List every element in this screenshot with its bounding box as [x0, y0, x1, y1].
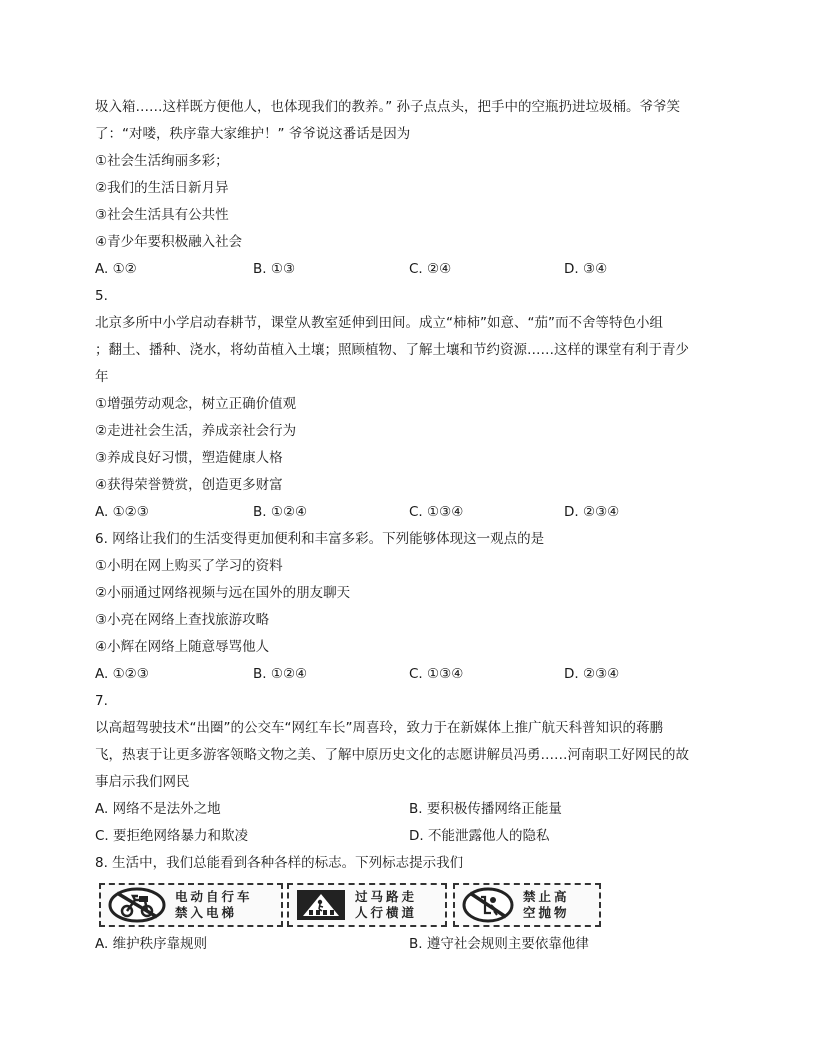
q4-options — [95, 256, 735, 283]
q7-option-b[interactable]: B. 要积极传播网络正能量 — [409, 801, 562, 817]
q5-option-a[interactable]: A. ①②③ — [95, 504, 149, 520]
q6-option-b[interactable]: B. ①②④ — [253, 666, 308, 682]
q7-option-a[interactable]: A. 网络不是法外之地 — [95, 801, 221, 817]
q6-option-a[interactable]: A. ①②③ — [95, 666, 149, 682]
q5-item-2: ②走进社会生活，养成亲社会行为 — [95, 423, 297, 439]
exam-page — [95, 94, 735, 958]
q7-stem-line-1: 以高超驾驶技术“出圈”的公交车“网红车长”周喜玲，致力于在新媒体上推广航天科普知识的蒋鹏 — [95, 720, 663, 736]
q7-option-d[interactable]: D. 不能泄露他人的隐私 — [409, 828, 550, 844]
q7-number: 7. — [95, 693, 108, 709]
q7-options-row-2 — [95, 823, 735, 850]
q5-stem-line-1: 北京多所中小学启动春耕节，课堂从教室延伸到田间。成立“柿柿”如意、“茄”而不舍等特色小组 — [95, 315, 663, 331]
sign-3-line-1: 禁止高 — [523, 889, 570, 904]
q4-item-3: ③社会生活具有公共性 — [95, 207, 229, 223]
q4-option-a[interactable]: A. ①② — [95, 261, 137, 277]
q4-option-b[interactable]: B. ①③ — [253, 261, 296, 277]
q5-stem-line-2: ；翻土、播种、浇水，将幼苗植入土壤；照顾植物、了解土壤和节约资源……这样的课堂有利于青少 — [95, 342, 689, 358]
q6-item-1: ①小明在网上购买了学习的资料 — [95, 558, 283, 574]
q5-stem-line-3: 年 — [95, 369, 109, 385]
q4-item-1: ①社会生活绚丽多彩； — [95, 153, 229, 169]
sign-1-line-2: 禁入电梯 — [175, 905, 238, 920]
q5-item-3: ③养成良好习惯，塑造健康人格 — [95, 450, 283, 466]
sign-no-ebike — [99, 883, 283, 927]
q6-item-2: ②小丽通过网络视频与远在国外的朋友聊天 — [95, 585, 351, 601]
q6-options — [95, 661, 735, 688]
no-throwing-icon — [461, 887, 515, 923]
q4-item-4: ④青少年要积极融入社会 — [95, 234, 243, 250]
crosswalk-icon — [295, 888, 347, 922]
no-ebike-icon — [107, 887, 167, 923]
q7-stem-line-2: 飞，热衷于让更多游客领略文物之美、了解中原历史文化的志愿讲解员冯勇……河南职工好网民的故 — [95, 747, 689, 763]
q7-option-c[interactable]: C. 要拒绝网络暴力和欺凌 — [95, 828, 249, 844]
q4-stem-line-1: 圾入箱……这样既方便他人，也体现我们的教养。” 孙子点点头，把手中的空瓶扔进垃圾桶。爷爷笑 — [95, 99, 681, 115]
q5-options — [95, 499, 735, 526]
q5-number: 5. — [95, 288, 108, 304]
q5-item-4: ④获得荣誉赞赏，创造更多财富 — [95, 477, 283, 493]
q8-option-a[interactable]: A. 维护秩序靠规则 — [95, 936, 208, 952]
q5-option-c[interactable]: C. ①③④ — [409, 504, 464, 520]
q6-item-3: ③小亮在网络上查找旅游攻略 — [95, 612, 270, 628]
q5-option-d[interactable]: D. ②③④ — [564, 504, 620, 520]
q4-option-c[interactable]: C. ②④ — [409, 261, 452, 277]
q6-item-4: ④小辉在网络上随意辱骂他人 — [95, 639, 270, 655]
q6-option-d[interactable]: D. ②③④ — [564, 666, 620, 682]
q8-sign-strip — [95, 883, 735, 931]
q7-stem-line-3: 事启示我们网民 — [95, 774, 190, 790]
sign-2-line-1: 过马路走 — [355, 889, 418, 904]
sign-2-line-2: 人行横道 — [355, 905, 418, 920]
q5-option-b[interactable]: B. ①②④ — [253, 504, 308, 520]
q4-option-d[interactable]: D. ③④ — [564, 261, 608, 277]
sign-no-throwing — [453, 883, 601, 927]
q4-stem-line-2: 了：“对喽，秩序靠大家维护！” 爷爷说这番话是因为 — [95, 126, 411, 142]
sign-crosswalk — [287, 883, 447, 927]
q8-stem: 8. 生活中，我们总能看到各种各样的标志。下列标志提示我们 — [95, 855, 464, 871]
sign-3-line-2: 空抛物 — [523, 905, 570, 920]
q7-options-row-1 — [95, 796, 735, 823]
q6-option-c[interactable]: C. ①③④ — [409, 666, 464, 682]
q8-option-b[interactable]: B. 遵守社会规则主要依靠他律 — [409, 936, 589, 952]
sign-1-line-1: 电动自行车 — [175, 889, 253, 904]
q8-options-row-1 — [95, 931, 735, 958]
q5-item-1: ①增强劳动观念，树立正确价值观 — [95, 396, 297, 412]
q4-item-2: ②我们的生活日新月异 — [95, 180, 229, 196]
q6-stem: 6. 网络让我们的生活变得更加便利和丰富多彩。下列能够体现这一观点的是 — [95, 531, 545, 547]
